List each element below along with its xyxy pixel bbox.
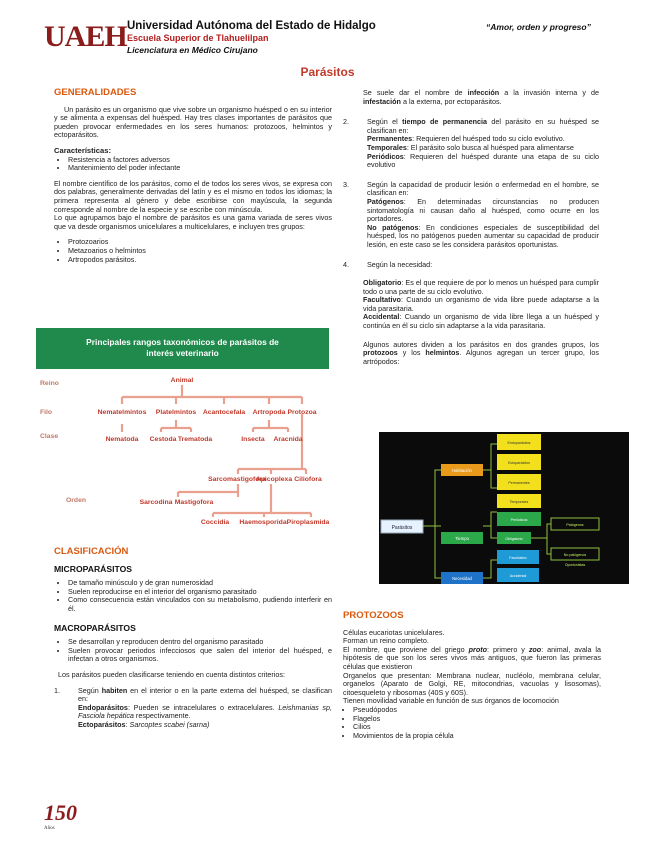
list-item: • Pseudópodos — [353, 706, 601, 715]
map-leaf-label: No patógenos — [563, 553, 587, 557]
rank-orden: Orden — [66, 497, 87, 504]
list-item: • Cilios — [353, 723, 601, 732]
rank-filo: Filo — [40, 409, 53, 416]
list-number: 3. — [343, 179, 349, 189]
list-item: • De tamaño minúsculo y de gran numerosidad — [68, 579, 332, 588]
protozoos-line: Células eucariotas unicelulares. — [343, 627, 445, 637]
organos-list — [343, 706, 601, 740]
map-leaf-label: Patógenos — [566, 523, 584, 527]
anniversary-logo: 150 Años — [44, 800, 77, 831]
taxonomy-title-line1: Principales rangos taxonómicos de parásitos de — [86, 337, 279, 347]
list-item: • Se desarrollan y reproducen dentro del organismo parasitado — [68, 638, 332, 647]
left-column-bottom — [54, 548, 332, 737]
map-leaf-label: Ectoparásitos — [508, 461, 530, 465]
protozoos-line: Forman un reino completo. — [343, 636, 429, 646]
protozoos-movilidad: Tienen movilidad variable en función de sus órganos de locomoción — [343, 696, 559, 706]
node-nematoda: Nematoda — [105, 436, 139, 443]
criterio-necesidad: 4. Según la necesidad: — [343, 259, 433, 269]
node-piroplasmida: Piroplasmida — [286, 519, 329, 526]
right-column-top — [343, 89, 599, 373]
map-branch-habitacion-label: Habitación — [452, 468, 472, 473]
list-item: • Artropodos parásitos. — [68, 256, 332, 265]
list-number: 4. — [343, 259, 349, 269]
map-branch-tiempo-label: Tiempo — [455, 536, 469, 541]
node-platelmintos: Platelmintos — [155, 409, 197, 416]
generalidades-heading: GENERALIDADES — [54, 87, 137, 98]
macroparasitos-heading: MACROPARÁSITOS — [54, 622, 136, 633]
node-haemosporida: Haemosporida — [239, 519, 287, 526]
map-leaf-label: Permanentes — [508, 481, 530, 485]
concept-map — [379, 432, 629, 584]
clasificacion-heading: CLASIFICACIÓN — [54, 546, 129, 557]
school-name: Escuela Superior de Tlahuelilpan — [127, 33, 269, 43]
map-leaf-label: Endoparásitos — [507, 441, 531, 445]
generalidades-text: Un parásito es un organismo que vive sobre un organismo huésped o en su interior y se alimenta a expensas del huésped. Hay tres clases importantes de parásitos que pueden provocar enfermedades en los seres humanos: protozoos, helmintos y ectoparásitos. — [54, 104, 332, 140]
rank-reino: Reino — [40, 380, 59, 387]
microparasitos-heading: MICROPARÁSITOS — [54, 563, 132, 574]
list-item: • Como consecuencia están vinculados con su metabolismo, pudiendo interferir en él. — [68, 596, 332, 613]
node-artropoda: Artropoda — [252, 409, 286, 416]
university-name: Universidad Autónoma del Estado de Hidalgo — [127, 20, 376, 32]
grupos-list — [54, 238, 332, 264]
criterio-tiempo: 2. Según el tiempo de permanencia del parásito en su huésped se clasifican en: Permanentes: Requieren del huésped todo su ciclo evolutivo. Temporales: El parásito solo busca al huésped para alimentarse Periódicos: Requieren del huésped durante una etapa de su ciclo evolutivo — [343, 117, 599, 170]
caracteristicas-list — [54, 156, 332, 173]
node-aracnida: Aracnida — [273, 436, 303, 443]
protozoos-heading: PROTOZOOS — [343, 610, 404, 621]
list-item: • Mantenimiento del poder infectante — [68, 164, 332, 173]
criterio-lesion: 3. Según la capacidad de producir lesión o enfermedad en el hombre, se clasifican en: Patógenos: En determinadas circunstancias no producen sintomatología ni causan daño al huésped, como ocurre en los portadores. No patógenos: En condiciones especiales de susceptibilidad del huésped, los no patógenos pueden aumentar su capacidad de producir lesión, en este caso se les considera parásitos oportunistas. — [343, 179, 599, 249]
criterio-habitat-text: Según habiten en el interior o en la parte externa del huésped, se clasifican en: Endoparásitos: Pueden se intracelulares o extracelulares. Leishmanias sp, Fasciola hepática respectivamente. Ectoparásitos: Sarcoptes scabei (sarna) — [78, 685, 333, 729]
list-item: • Metazoarios o helmintos — [68, 247, 332, 256]
list-item: • Movimientos de la propia célula — [353, 732, 601, 741]
list-item: • Suelen provocar periodos infecciosos que salen del interior del huésped, e infectan a otros organismos. — [68, 647, 332, 664]
node-apicoplexa: Apicoplexa — [255, 476, 293, 483]
page-title: Parásitos — [300, 65, 355, 79]
infeccion-text: Se suele dar el nombre de infección a la invasión interna y de infestación a la externa, por ectoparásitos. — [363, 88, 599, 106]
macroparasitos-list — [54, 638, 332, 664]
criterio-habitat — [54, 687, 332, 730]
rank-clase: Clase — [40, 433, 59, 440]
node-protozoa: Protozoa — [287, 409, 317, 416]
list-item: • Protozoarios — [68, 238, 332, 247]
left-column-top — [54, 89, 332, 271]
nombre-text: El nombre científico de los parásitos, como el de todos los seres vivos, se expresa con dos palabras, generalmente derivadas del latín y es el mismo en todos los idiomas; la primera representa al género y debe escribirse con mayúscula, la segunda corresponde al nombre de la especie y se escribe con minúscula. — [54, 178, 332, 214]
node-mastigofora: Mastigofora — [174, 499, 214, 506]
node-sarcodina: Sarcodina — [139, 499, 173, 506]
protozoos-nombre: El nombre, que proviene del griego proto: primero y zoo: animal, avala la hipótesis de que son los seres vivos más antiguos, que fueron las primeras células que existieron — [343, 644, 602, 671]
microparasitos-list — [54, 579, 332, 613]
node-animal: Animal — [170, 377, 194, 384]
necesidad-detalle: Obligatorio: Es el que requiere de por lo menos un huésped para cumplir todo o una parte de su ciclo evolutivo. Facultativo: Cuando un organismo de vida libre puede adaptarse a la vida parasitaria. Accidental: Cuando un organismo de vida libre llega a un huésped y continúa en él su ciclo sin adaptarse a la vida parasitaria. — [363, 278, 599, 331]
map-leaf-label: Temporales — [509, 500, 529, 504]
protozoos-section — [343, 612, 601, 747]
program-name: Licenciatura en Médico Cirujano — [127, 45, 258, 55]
criterios-text: Los parásitos pueden clasificarse teniendo en cuenta distintos criterios: — [58, 669, 285, 679]
map-leaf-label: Obligatorio — [505, 537, 523, 541]
grupos-text: Algunos autores dividen a los parásitos en dos grandes grupos, los protozoos y los helmintos. Algunos agregan un tercer grupo, los artrópodos: — [363, 339, 599, 366]
motto: “Amor, orden y progreso” — [486, 22, 591, 32]
map-branch-necesidad-label: Necesidad — [452, 576, 472, 581]
taxonomy-tree — [36, 328, 329, 532]
agrupamos-text: Lo que agrupamos bajo el nombre de parásitos es una gama variada de seres vivos que va desde organismos unicelulares a multicelulares, e incluyen tres grupos: — [54, 213, 332, 231]
list-item: • Suelen reproducirse en el interior del organismo parasitado — [68, 588, 332, 597]
map-root-label: Parásitos — [391, 525, 413, 531]
list-number: 1. — [54, 685, 60, 695]
caracteristicas-heading: Características: — [54, 145, 111, 155]
map-leaf-label: Periódicos — [510, 518, 528, 522]
map-leaf-label: Facultativo — [509, 556, 527, 560]
protozoos-organelos: Organelos que presentan: Membrana nuclear, nucléolo, membrana celular, organelos (Aparato de Golgi, RE, mitocondrias, vacuolas y lisosomas), citoesqueleto y ribosomas (40S y 60S). — [343, 670, 601, 697]
concept-map-diagram — [379, 432, 629, 584]
map-leaf-label: Oportunistas — [564, 563, 586, 567]
node-coccidia: Coccidia — [200, 519, 230, 526]
node-nematelmintos: Nematelmintos — [97, 409, 147, 416]
node-cestoda: Cestoda — [149, 436, 177, 443]
node-ciliofora: Ciliofora — [294, 476, 322, 483]
node-trematoda: Trematoda — [177, 436, 213, 443]
node-sarcomastigofora: Sarcomastigofora — [208, 476, 266, 483]
list-number: 2. — [343, 117, 349, 127]
list-item: • Resistencia a factores adversos — [68, 156, 332, 165]
node-acantocefala: Acantocefala — [202, 409, 246, 416]
map-leaf-label: Accidental — [509, 574, 527, 578]
list-item: • Flagelos — [353, 715, 601, 724]
university-logo: UAEH — [44, 20, 127, 53]
taxonomy-title-line2: interés veterinario — [146, 348, 219, 358]
node-insecta: Insecta — [241, 436, 265, 443]
taxonomy-figure — [36, 328, 329, 532]
